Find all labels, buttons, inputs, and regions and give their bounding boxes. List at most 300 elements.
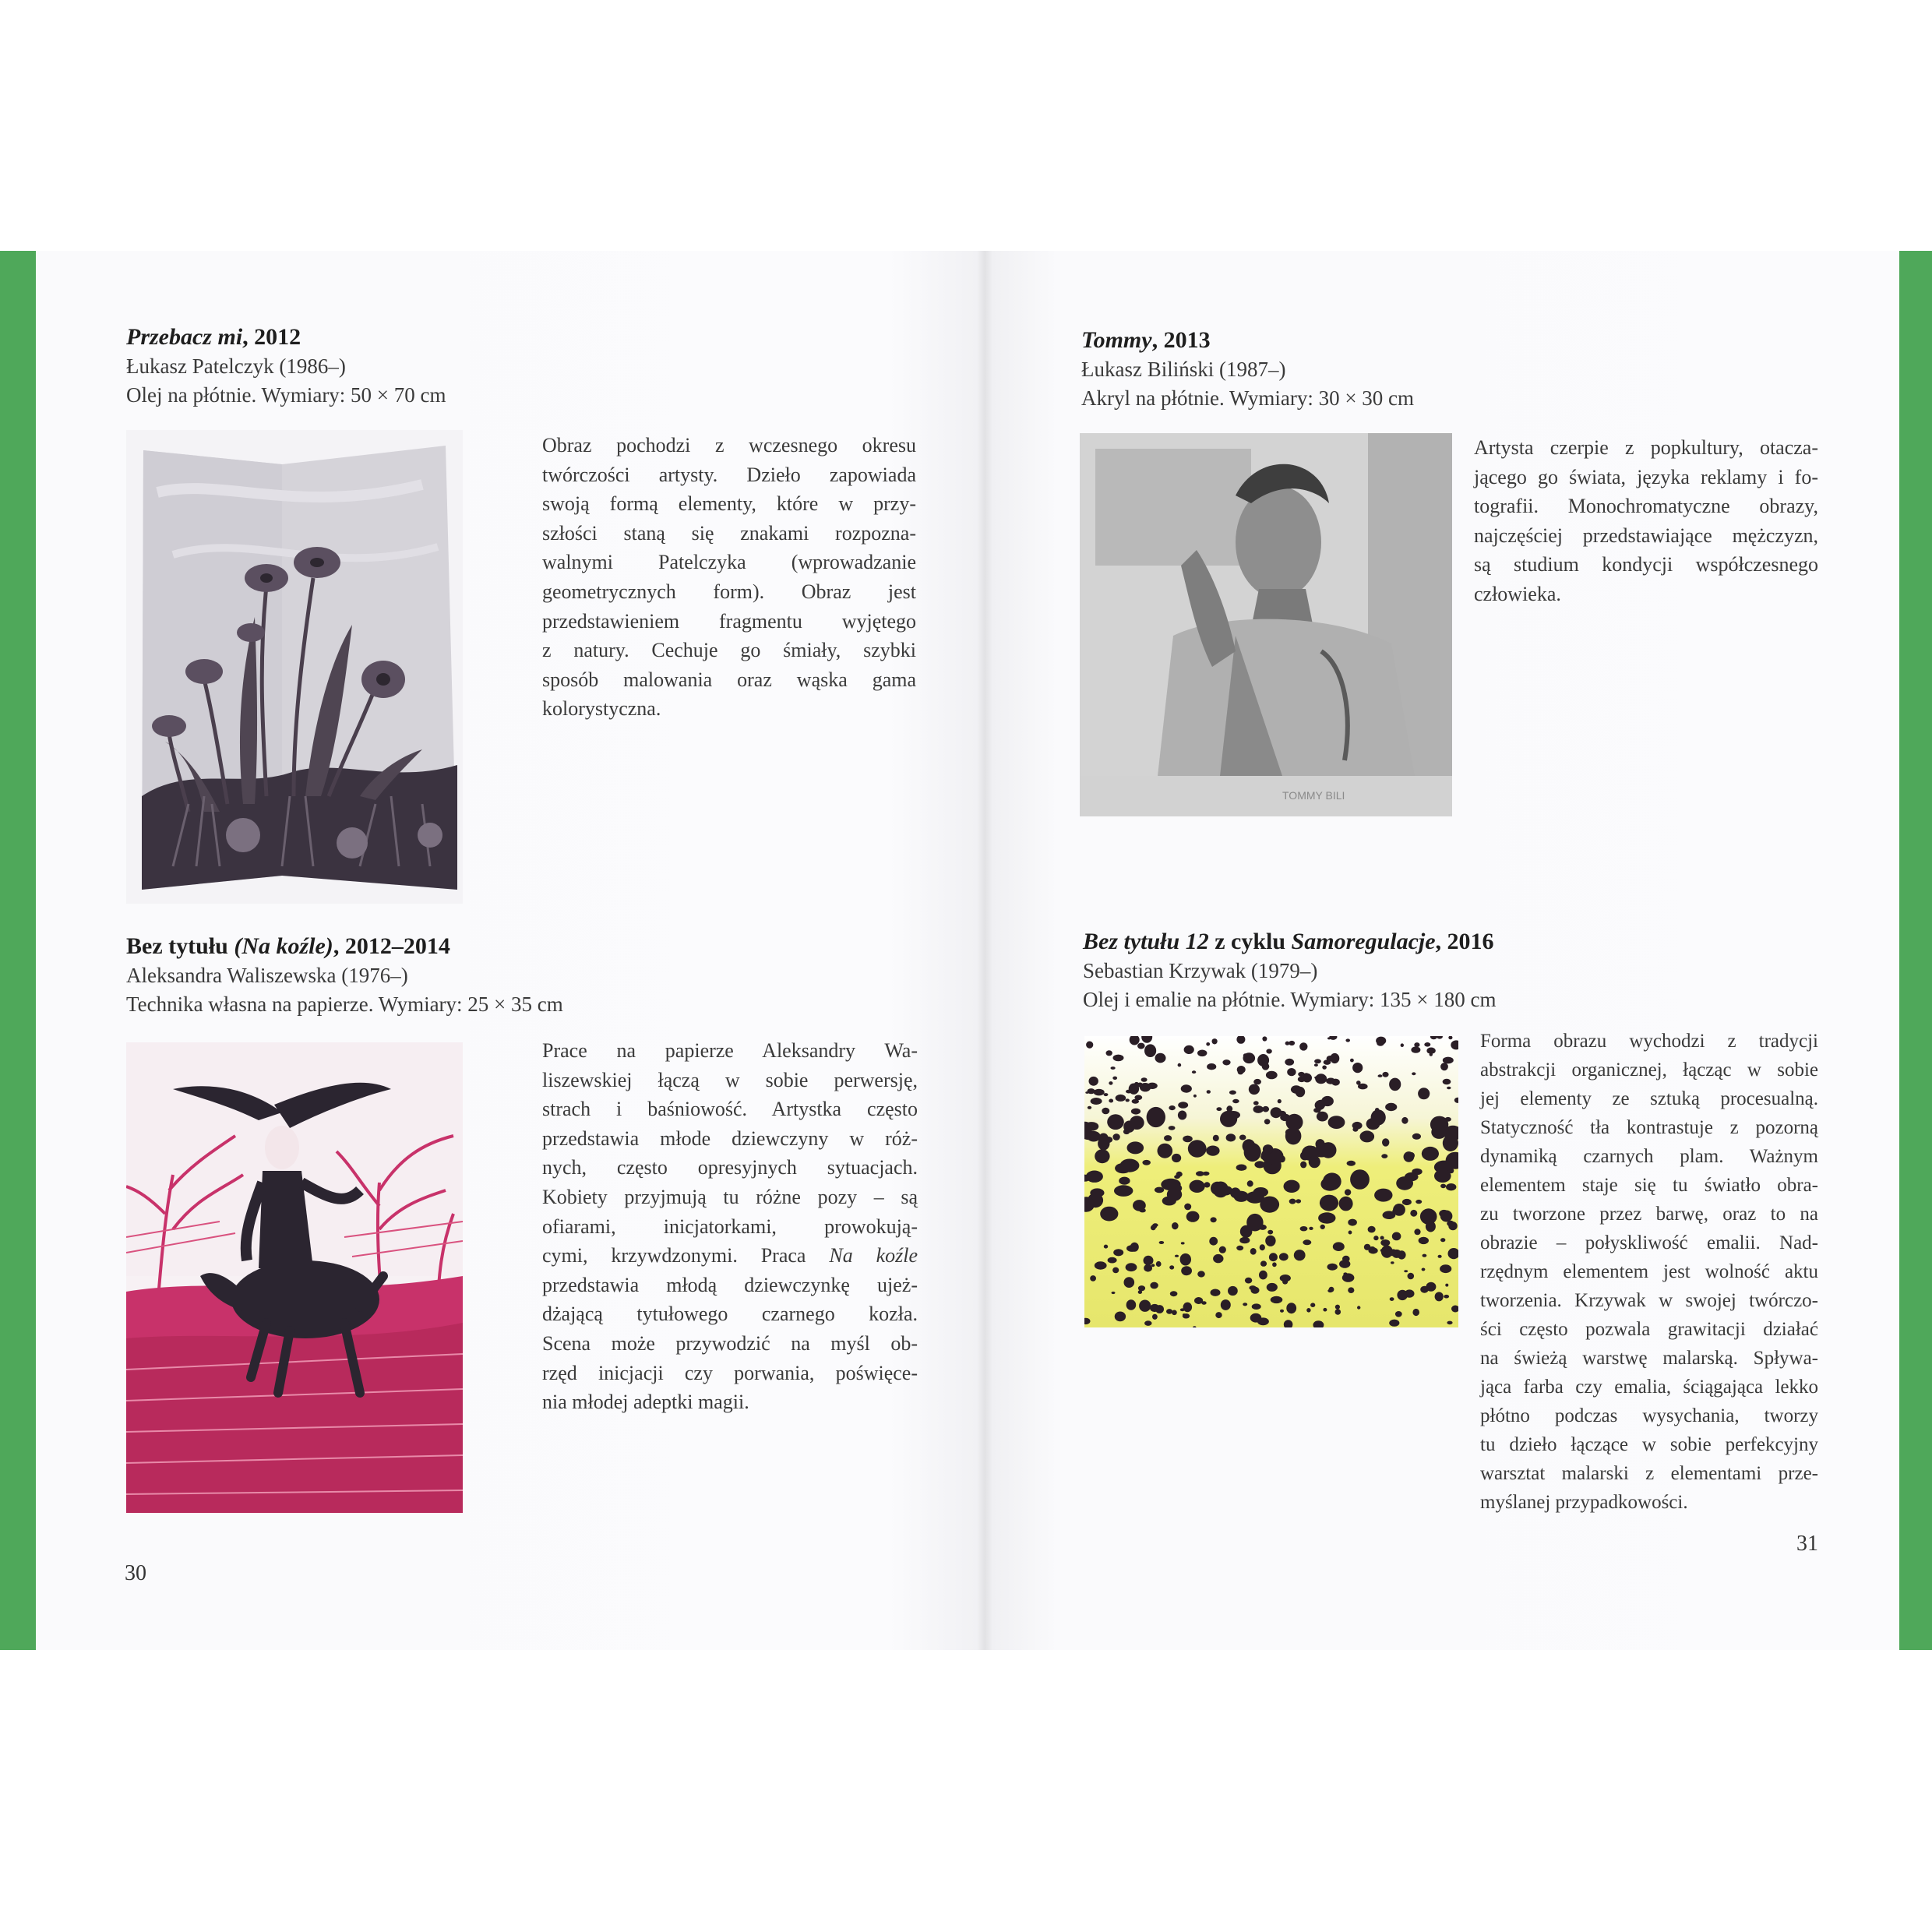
text-line: jąca farba czy emalia, ściągająca lekko — [1480, 1377, 1818, 1398]
paint-dot — [1263, 1144, 1273, 1154]
paint-dot — [1109, 1081, 1112, 1085]
paint-dot — [1121, 1159, 1133, 1169]
paint-dot — [1131, 1109, 1141, 1115]
paint-dot — [1095, 1261, 1107, 1269]
paint-dot — [1221, 1299, 1231, 1310]
paint-dot — [1345, 1189, 1351, 1195]
paint-dot — [1180, 1308, 1185, 1311]
paint-dot — [1130, 1243, 1139, 1252]
text-line: płótno podczas wysychania, tworzy — [1480, 1405, 1818, 1426]
paint-dot — [1382, 1072, 1388, 1077]
paint-dot — [1352, 1063, 1363, 1073]
paint-dot — [1178, 1063, 1182, 1067]
painting-flowers — [126, 430, 463, 904]
paint-dot — [1262, 1036, 1267, 1041]
paint-dot — [1314, 1063, 1318, 1066]
paint-dot — [1447, 1087, 1451, 1089]
paint-dot — [1286, 1303, 1296, 1313]
paint-dot — [1358, 1084, 1368, 1090]
paint-dot — [1095, 1149, 1109, 1163]
paint-dot — [1209, 1237, 1218, 1246]
paint-dot — [1152, 1314, 1158, 1320]
text-line: dżającą tytułowego czarnego kozła. — [542, 1303, 918, 1326]
paint-dot — [1316, 1100, 1326, 1108]
text-line: Forma obrazu wychodzi z tradycji — [1480, 1031, 1818, 1052]
paint-dot — [1150, 1282, 1158, 1289]
paint-dot — [1236, 1165, 1247, 1171]
paint-dot — [1260, 1244, 1265, 1250]
paint-dot — [1211, 1289, 1221, 1296]
paint-dot — [1278, 1099, 1282, 1103]
text-line: przedstawieniem fragmentu wyjętego — [542, 609, 916, 633]
page-number: 30 — [125, 1561, 146, 1585]
paint-dot — [1134, 1095, 1142, 1101]
paint-dot — [1278, 1111, 1286, 1116]
paint-dot — [1253, 1101, 1259, 1105]
paint-dot — [1373, 1111, 1377, 1114]
paint-dot — [1226, 1133, 1236, 1141]
technique: Technika własna na papierze. Wymiary: 25 × 35 cm — [126, 992, 563, 1016]
paint-dot — [1253, 1187, 1268, 1197]
title-italic: Bez tytułu 12 — [1083, 929, 1209, 954]
paint-dot — [1239, 1135, 1246, 1141]
paint-dot — [1161, 1179, 1180, 1190]
text-line: twórczości artysty. Dzieło zapowiada — [542, 463, 916, 486]
paint-dot — [1111, 1066, 1116, 1070]
paint-dot — [1197, 1271, 1205, 1277]
paint-dot — [1137, 1043, 1145, 1049]
text-line: Obraz pochodzi z wczesnego okresu — [542, 434, 916, 457]
text-line: tu dzieło łączące w sobie perfekcyjny — [1480, 1434, 1818, 1455]
paint-dot — [1271, 1296, 1283, 1303]
paint-dot — [1178, 1111, 1186, 1120]
paint-dot — [1357, 1306, 1360, 1309]
paint-dot — [1299, 1042, 1307, 1050]
paint-dot — [1265, 1236, 1275, 1246]
paint-dot — [1147, 1107, 1165, 1127]
paint-dot — [1393, 1204, 1405, 1216]
paint-dot — [1440, 1238, 1445, 1242]
paint-dot — [1323, 1308, 1327, 1312]
paint-dot — [1150, 1304, 1159, 1312]
paint-dot — [1444, 1295, 1449, 1299]
paint-dot — [1271, 1256, 1277, 1260]
paint-dot — [1339, 1260, 1350, 1268]
paint-dot — [1422, 1147, 1439, 1161]
paint-dot — [1349, 1231, 1352, 1235]
paint-dot — [1382, 1138, 1389, 1146]
paint-dot — [1419, 1237, 1429, 1244]
paint-dot — [1112, 1292, 1116, 1294]
paint-dot — [1264, 1119, 1271, 1124]
paint-dot — [1391, 1261, 1394, 1264]
paint-dot — [1141, 1077, 1148, 1082]
text-line: myślanej przypadkowości. — [1480, 1492, 1688, 1513]
paint-dot — [1285, 1059, 1294, 1066]
paint-dot — [1298, 1072, 1305, 1077]
paint-dot — [1178, 1102, 1188, 1109]
description-bez-tytulu-12 — [1480, 1027, 1818, 1517]
paint-dot — [1181, 1242, 1185, 1244]
text-line: swoją formą elementy, które w przy- — [542, 492, 916, 516]
paint-dot — [1254, 1161, 1265, 1168]
paint-dot — [1090, 1275, 1096, 1282]
artwork-title — [126, 932, 563, 961]
paint-dot — [1181, 1266, 1192, 1275]
paint-dot — [1320, 1195, 1338, 1211]
paint-dot — [1142, 1160, 1151, 1165]
paint-dot — [1170, 1291, 1178, 1296]
paint-dot — [1352, 1122, 1363, 1130]
paint-dot — [1144, 1044, 1156, 1057]
paint-dot — [1445, 1130, 1451, 1134]
paint-dot — [1420, 1286, 1429, 1293]
paint-dot — [1333, 1242, 1345, 1251]
paint-dot — [1106, 1050, 1112, 1056]
paint-dot — [1284, 1180, 1300, 1193]
paint-dot — [1350, 1169, 1370, 1190]
paint-dot — [1282, 1279, 1288, 1284]
paint-dot — [1193, 1095, 1197, 1098]
entry-bez-tytulu-na-kozle-header — [126, 932, 563, 1019]
paint-dot — [1247, 1193, 1253, 1199]
paint-dot — [1088, 1106, 1091, 1109]
text-line: strach i baśniowość. Artystka często — [542, 1098, 918, 1121]
paint-dot — [1113, 1249, 1123, 1256]
technique: Olej na płótnie. Wymiary: 50 × 70 cm — [126, 383, 446, 407]
paint-dot — [1418, 1088, 1430, 1099]
paint-dot — [1426, 1048, 1435, 1054]
paint-dot — [1102, 1108, 1109, 1115]
paint-dot — [1257, 1317, 1269, 1325]
paint-dot — [1246, 1214, 1263, 1232]
paint-dot — [1146, 1046, 1150, 1049]
paint-dot — [1243, 1303, 1247, 1306]
paint-dot — [1390, 1297, 1394, 1301]
entry-tommy-header — [1081, 326, 1414, 413]
paint-dot — [1252, 1303, 1261, 1310]
text-line: liszewskiej łączą w sobie perwersję, — [542, 1068, 918, 1091]
paint-dot — [1172, 1154, 1181, 1162]
paint-dot — [1112, 1267, 1119, 1274]
paint-dot — [1086, 1042, 1093, 1049]
paint-dot — [1327, 1264, 1338, 1271]
paint-dot — [1380, 1249, 1384, 1252]
paint-dot — [1144, 1256, 1154, 1265]
text-line: Kobiety przyjmują tu różne pozy – są — [542, 1185, 918, 1208]
page-number: 31 — [1796, 1532, 1818, 1556]
paint-dot — [1184, 1204, 1191, 1211]
paint-dot — [1378, 1074, 1383, 1077]
paint-dot — [1247, 1180, 1253, 1186]
paint-dot — [1440, 1211, 1453, 1222]
paint-dot — [1434, 1169, 1451, 1183]
paint-dot — [1249, 1285, 1256, 1290]
title-year: , 2013 — [1151, 327, 1211, 353]
paint-dot — [1169, 1265, 1174, 1269]
paint-dot — [1108, 1257, 1117, 1264]
paint-dot — [1190, 1180, 1205, 1193]
paint-dot — [1294, 1250, 1306, 1260]
text-line: dynamiką czarnych plam. Ważnym — [1480, 1146, 1818, 1167]
paint-dot — [1366, 1118, 1380, 1130]
book-gutter — [977, 251, 992, 1650]
paint-dot — [1213, 1254, 1223, 1263]
text-line: przedstawia młode dziewczyny w róż- — [542, 1126, 918, 1150]
paint-dot — [1243, 1053, 1247, 1058]
text-line: człowieka. — [1474, 582, 1561, 605]
paint-dot — [1410, 1210, 1417, 1217]
paint-dot — [1260, 1260, 1267, 1266]
paint-dot — [1088, 1088, 1095, 1094]
title-year: , 2012 — [242, 324, 301, 350]
paint-dot — [1310, 1303, 1315, 1307]
paint-dot — [1320, 1225, 1325, 1229]
paint-dot — [1267, 1283, 1278, 1292]
paint-dot — [1112, 1133, 1119, 1141]
paint-dot — [1325, 1178, 1339, 1188]
paint-dot — [1376, 1037, 1386, 1045]
artist-name: Aleksandra Waliszewska (1976–) — [126, 964, 408, 987]
text-line: geometrycznych form). Obraz jest — [542, 580, 916, 603]
title-italic: Przebacz mi — [126, 324, 243, 350]
paint-dot — [1169, 1105, 1175, 1110]
paint-dot — [1139, 1208, 1145, 1212]
paint-dot — [1422, 1268, 1426, 1271]
paint-dot — [1350, 1059, 1354, 1063]
paint-dot — [1440, 1184, 1446, 1189]
title-year: , 2012–2014 — [333, 933, 450, 959]
paint-dot — [1411, 1046, 1420, 1052]
paint-dot — [1285, 1042, 1290, 1045]
paint-dot — [1272, 1262, 1277, 1267]
paint-dot — [1104, 1093, 1109, 1096]
paint-dot — [1267, 1230, 1273, 1235]
paint-dot — [1446, 1183, 1456, 1190]
title-main: Bez tytułu — [126, 933, 234, 959]
paint-dot — [1107, 1114, 1124, 1130]
title-year: , 2016 — [1435, 929, 1494, 954]
paint-dot — [1402, 1199, 1412, 1205]
artwork-title — [1083, 927, 1496, 957]
paint-dot — [1144, 1264, 1152, 1272]
paint-dot — [1395, 1311, 1402, 1317]
paint-dot — [1408, 1152, 1415, 1158]
paint-dot — [1445, 1117, 1451, 1122]
paint-dot — [1181, 1084, 1192, 1092]
paint-dot — [1151, 1264, 1155, 1267]
title-italic-series: Samoregulacje — [1291, 929, 1436, 954]
paint-dot — [1126, 1299, 1137, 1310]
paint-dot — [1144, 1320, 1151, 1326]
paint-dot — [1324, 1059, 1331, 1065]
painting-girl-on-goat — [126, 1042, 463, 1513]
paint-dot — [1343, 1272, 1347, 1275]
text-line: kolorystyczna. — [542, 697, 661, 721]
paint-dot — [1309, 1156, 1320, 1169]
paint-dot — [1445, 1284, 1448, 1287]
paint-dot — [1250, 1248, 1257, 1255]
painting-portrait-man — [1080, 433, 1452, 816]
paint-dot — [1174, 1175, 1180, 1179]
paint-dot — [1347, 1161, 1356, 1166]
text-line: Artysta czerpie z popkultury, otacza- — [1474, 436, 1818, 459]
paint-dot — [1164, 1135, 1172, 1141]
paint-dot — [1207, 1063, 1216, 1070]
paint-dot — [1134, 1082, 1138, 1085]
paint-dot — [1303, 1239, 1311, 1245]
paint-dot — [1423, 1254, 1427, 1257]
paint-dot — [1339, 1197, 1353, 1211]
paint-dot — [1180, 1253, 1191, 1266]
paint-dot — [1416, 1200, 1422, 1204]
paint-dot — [1156, 1261, 1162, 1267]
text-italic: Na koźle — [829, 1244, 918, 1267]
paint-dot — [1380, 1239, 1390, 1246]
text-line: abstrakcji organicznej, łącząc w sobie — [1480, 1059, 1818, 1081]
paint-dot — [1207, 1090, 1211, 1094]
artwork-title — [126, 323, 446, 352]
paint-dot — [1206, 1042, 1210, 1046]
paint-dot — [1447, 1221, 1454, 1227]
paint-dot — [1328, 1116, 1345, 1129]
paint-dot — [1109, 1099, 1113, 1103]
painting-signature: TOMMY BILI — [1282, 789, 1345, 802]
artist-name: Łukasz Patelczyk (1986–) — [126, 354, 346, 378]
text-line: przedstawia młodą dziewczynkę ujeż- — [542, 1273, 918, 1296]
paint-dot — [1115, 1312, 1126, 1322]
title-main: z cyklu — [1208, 929, 1292, 954]
technique: Akryl na płótnie. Wymiary: 30 × 30 cm — [1081, 386, 1415, 410]
text-line: rzędnym elementem jest wolność aktu — [1480, 1261, 1818, 1282]
text-line: na świeżą warstwę malarską. Spływa- — [1480, 1348, 1818, 1369]
paint-dot — [1440, 1264, 1451, 1273]
paint-dot — [1317, 1112, 1328, 1122]
paint-dot — [1389, 1078, 1401, 1091]
paint-dot — [1183, 1136, 1193, 1143]
paint-dot — [1296, 1087, 1306, 1097]
paint-dot — [1309, 1227, 1313, 1230]
title-italic: Tommy — [1081, 327, 1152, 353]
text-line: sposób malowania oraz wąska gama — [542, 668, 916, 691]
paint-dot — [1259, 1271, 1267, 1280]
text-line: jej elementy ze sztuką procesualną. — [1480, 1088, 1818, 1109]
text-line: z natury. Cechuje go śmiały, szybki — [542, 639, 916, 662]
paint-dot — [1127, 1141, 1144, 1154]
text-line: ści często pozwala grawitacji działać — [1480, 1319, 1818, 1340]
paint-dot — [1104, 1245, 1108, 1249]
paint-dot — [1360, 1130, 1375, 1142]
text-line: są studium kondycji współczesnego — [1474, 553, 1818, 576]
paint-dot — [1138, 1285, 1145, 1291]
paint-dot — [1124, 1277, 1135, 1288]
paint-dot — [1229, 1091, 1236, 1095]
paint-dot — [1401, 1117, 1408, 1124]
entry-przebacz-mi-header — [126, 323, 446, 410]
paint-dot — [1192, 1070, 1196, 1074]
text-line: nia młodej adeptki magii. — [542, 1391, 749, 1414]
paint-dot — [1306, 1308, 1310, 1313]
paint-dot — [1155, 1053, 1166, 1063]
text-line: Prace na papierze Aleksandry Wa- — [542, 1039, 918, 1062]
paint-dot — [1335, 1309, 1341, 1315]
paint-dot — [1090, 1188, 1104, 1197]
paint-dot — [1280, 1310, 1284, 1313]
paint-dot — [1244, 1143, 1261, 1162]
artist-name: Łukasz Biliński (1987–) — [1081, 358, 1286, 381]
paint-dot — [1300, 1226, 1308, 1231]
paint-dot — [1266, 1071, 1278, 1080]
text-line: Statyczność tła kontrastuje z pozorną — [1480, 1117, 1818, 1138]
paint-dot — [1438, 1255, 1442, 1258]
paint-dot — [1289, 1041, 1295, 1045]
paint-dot — [1447, 1321, 1452, 1325]
paint-dot — [1368, 1226, 1376, 1233]
paint-dot — [1114, 1185, 1133, 1197]
entry-bez-tytulu-12-header — [1083, 927, 1496, 1014]
paint-dot — [1443, 1079, 1451, 1085]
paint-dot — [1159, 1241, 1165, 1244]
paint-dot — [1184, 1045, 1194, 1054]
paint-dot — [1138, 1290, 1142, 1294]
paint-dot — [1238, 1070, 1243, 1074]
paint-dot — [1166, 1309, 1172, 1314]
text-line — [542, 1241, 918, 1271]
paint-dot — [1374, 1189, 1392, 1202]
text-line: jącego go świata, języka reklamy i fo- — [1474, 465, 1818, 488]
paint-dot — [1094, 1089, 1105, 1096]
paint-dot — [1314, 1077, 1317, 1079]
paint-dot — [1412, 1133, 1421, 1140]
paint-dot — [1348, 1219, 1357, 1226]
paint-dot — [1298, 1077, 1306, 1082]
paint-dot — [1215, 1312, 1222, 1318]
paint-dot — [1091, 1098, 1102, 1105]
paint-dot — [1296, 1199, 1301, 1203]
paint-dot — [1158, 1144, 1173, 1158]
text-line: tografii. Monochromatyczne obrazy, — [1474, 495, 1818, 518]
paint-dot — [1220, 1111, 1237, 1127]
paint-dot — [1408, 1273, 1415, 1280]
text-line: elementem staje się tu światło obra- — [1480, 1175, 1818, 1196]
description-na-kozle — [542, 1036, 918, 1417]
paint-dot — [1188, 1140, 1207, 1157]
paint-dot — [1249, 1084, 1260, 1095]
paint-dot — [1140, 1083, 1151, 1091]
paint-dot — [1126, 1098, 1130, 1102]
paint-dot — [1228, 1286, 1238, 1296]
text-line: szłości staną się znakami rozpozna- — [542, 521, 916, 545]
paint-dot — [1236, 1246, 1243, 1250]
paint-dot — [1126, 1263, 1137, 1271]
paint-dot — [1405, 1289, 1415, 1297]
artwork-title — [1081, 326, 1414, 355]
paint-dot — [1373, 1236, 1378, 1240]
paint-dot — [1260, 1197, 1279, 1213]
paint-dot — [1088, 1132, 1095, 1138]
paint-dot — [1239, 1237, 1250, 1243]
paint-dot — [1113, 1055, 1124, 1062]
paint-dot — [1213, 1182, 1229, 1198]
paint-dot — [1381, 1154, 1387, 1158]
text-line: Scena może przywodzić na myśl ob- — [542, 1331, 918, 1355]
paint-dot — [1443, 1057, 1454, 1064]
paint-dot — [1335, 1305, 1340, 1310]
paint-dot — [1412, 1309, 1419, 1316]
paint-dot — [1119, 1177, 1130, 1185]
paint-dot — [1172, 1222, 1179, 1229]
paint-dot — [1401, 1043, 1404, 1047]
